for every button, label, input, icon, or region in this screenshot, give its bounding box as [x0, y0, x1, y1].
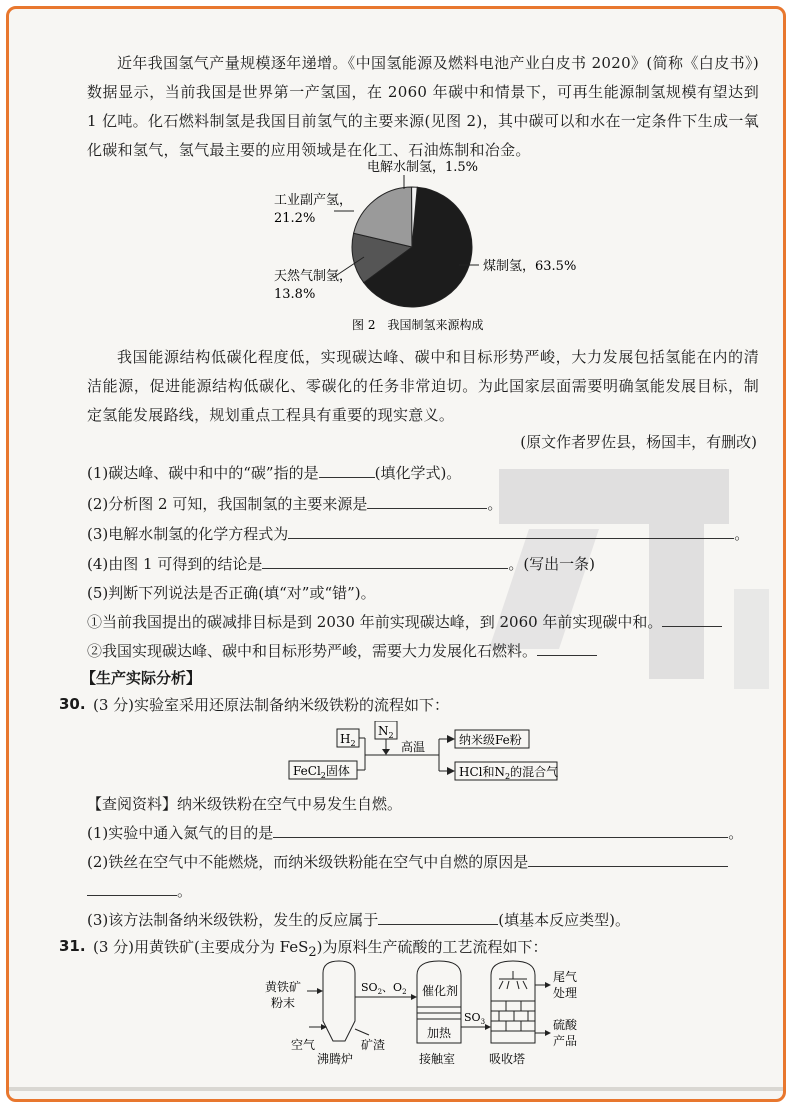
label-coal: 煤制氢，63.5%: [483, 259, 577, 274]
q29-4: (4)由图 1 可得到的结论是 。(写出一条): [87, 552, 595, 576]
heat-label: 加热: [427, 1026, 452, 1040]
q30-2-answer-blank-b[interactable]: [87, 879, 177, 896]
condition-label: 高温: [401, 740, 426, 754]
q31-stem: (3 分)用黄铁矿(主要成分为 FeS$_2$)为原料生产硫酸的工艺流程如下：: [93, 938, 548, 960]
label-gas-name: 天然气制氢，: [274, 269, 353, 284]
q30-2-answer-blank-a[interactable]: [528, 850, 728, 867]
q30-1-answer-blank[interactable]: [273, 821, 728, 838]
furnace-label: 沸腾炉: [317, 1052, 354, 1066]
q29-1-answer-blank[interactable]: [319, 461, 375, 478]
q29-5-2-answer-blank[interactable]: [537, 639, 597, 656]
n2-label: $N_2$: [378, 724, 394, 740]
page-frame: [6, 6, 786, 1102]
pie-chart: [9, 159, 783, 339]
tail-label-1: 尾气: [553, 970, 578, 984]
label-gas-value: 13.8%: [274, 287, 316, 302]
q29-2-answer-blank[interactable]: [367, 492, 487, 509]
q31-process-diagram: [9, 957, 783, 1077]
intro-paragraph-1: 近年我国氢气产量规模逐年递增。《中国氢能源及燃料电池产业白皮书 2020》(简称《白皮书》)数据显示，当前我国是世界第一产氢国，在 2060 年碳中和情景下，可再生能源制氢规模有望达到 1 亿吨。化石燃料制氢是我国目前氢气的主要来源(见图 2)，其中碳可以和水在一定条件下生成一氧化碳和氢气，氢气最主要的应用领域是在化工、石油炼制和冶金。: [87, 54, 759, 159]
q29-1: (1)碳达峰、碳中和中的“碳”指的是 (填化学式)。: [87, 461, 461, 485]
h2-label: $H_2$: [340, 732, 356, 748]
fecl2-label: FeCl$_2$固体: [293, 764, 350, 780]
q29-5-2: ②我国实现碳达峰、碳中和目标形势严峻，需要大力发展化石燃料。: [87, 639, 597, 663]
q29-5-1-answer-blank[interactable]: [662, 610, 722, 627]
catalyst-label: 催化剂: [422, 984, 459, 998]
q29-4-answer-blank[interactable]: [262, 552, 508, 569]
q30-3-answer-blank[interactable]: [378, 908, 498, 925]
label-electro: 电解水制氢，1.5%: [367, 160, 479, 175]
label-industry-value: 21.2%: [274, 211, 316, 226]
q29-2: (2)分析图 2 可知，我国制氢的主要来源是 。: [87, 492, 502, 516]
q30-number: 30.: [59, 695, 86, 713]
q30-stem: (3 分)实验室采用还原法制备纳米级铁粉的流程如下：: [93, 696, 450, 714]
label-industry-name: 工业副产氢，: [274, 193, 353, 208]
q29-3-answer-blank[interactable]: [288, 522, 734, 539]
contact-label: 接触室: [419, 1052, 456, 1066]
ore-label-1: 黄铁矿: [265, 980, 302, 994]
intro-paragraph-2: 我国能源结构低碳化程度低，实现碳达峰、碳中和目标形势严峻，大力发展包括氢能在内的清洁能源，促进能源结构低碳化、零碳化的任务非常迫切。为此国家层面需要明确氢能发展目标，制定氢能发展路线，规划重点工程具有重要的现实意义。: [87, 348, 759, 424]
source-note: (原文作者罗佐县，杨国丰，有删改): [520, 433, 757, 451]
acid-label-2: 产品: [553, 1034, 578, 1048]
q29-5: (5)判断下列说法是否正确(填“对”或“错”)。: [87, 584, 376, 602]
q29-5-1: ①当前我国提出的碳减排目标是到 2030 年前实现碳达峰，到 2060 年前实现碳中和。: [87, 610, 722, 634]
bottom-edge: [9, 1087, 783, 1091]
fe-powder-label: 纳米级Fe粉: [459, 733, 522, 747]
section-title: 【生产实际分析】: [81, 669, 202, 687]
q30-1: (1)实验中通入氮气的目的是 。: [87, 821, 743, 845]
air-label: 空气: [291, 1038, 316, 1052]
gas-mix-label: HCl和$N_2$的混合气: [459, 765, 559, 781]
slag-label: 矿渣: [361, 1038, 386, 1052]
tail-label-2: 处理: [553, 986, 578, 1000]
q30-flow-diagram: [9, 721, 783, 791]
q30-info: 【查阅资料】纳米级铁粉在空气中易发生自燃。: [87, 795, 403, 813]
chart-title: 图 2 我国制氢来源构成: [352, 318, 484, 332]
q30-3: (3)该方法制备纳米级铁粉，发生的反应属于 (填基本反应类型)。: [87, 908, 630, 932]
q30-2-cont: 。: [87, 879, 192, 903]
q29-3: (3)电解水制氢的化学方程式为 。: [87, 522, 749, 546]
tower-label: 吸收塔: [489, 1052, 526, 1066]
document-page: [9, 9, 783, 1099]
so2-o2-label: $SO_2$、$O_2$: [361, 981, 407, 996]
q31-number: 31.: [59, 937, 86, 955]
ore-label-2: 粉末: [271, 996, 296, 1010]
so3-label: $SO_3$: [464, 1011, 486, 1026]
acid-label-1: 硫酸: [553, 1018, 578, 1032]
q30-2: (2)铁丝在空气中不能燃烧，而纳米级铁粉能在空气中自燃的原因是: [87, 850, 728, 874]
furnace-shape: [323, 961, 355, 1041]
